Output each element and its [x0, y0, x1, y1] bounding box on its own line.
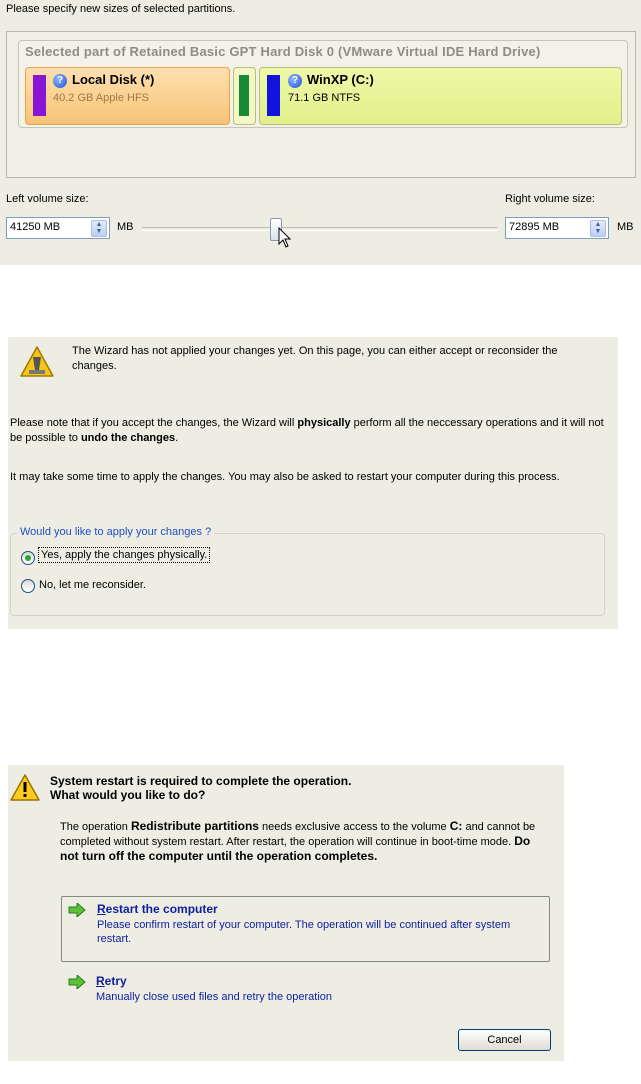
restart-heading-line2: What would you like to do? [50, 788, 206, 802]
right-unit-label: MB [617, 221, 634, 233]
restart-option[interactable] [61, 896, 550, 962]
body-warning: Do not turn off the computer until the operation completes. [60, 834, 531, 863]
body-volume: C: [449, 819, 463, 833]
restart-mnemonic: R [97, 902, 106, 916]
body-operation-name: Redistribute partitions [130, 819, 259, 833]
note-text: perform all the neccessary operations and it will not be possible to [10, 417, 604, 444]
restart-panel [8, 765, 564, 1061]
cancel-button[interactable]: Cancel [458, 1029, 551, 1051]
partition-left-name: Local Disk (*) [72, 72, 155, 87]
partition-right-color-bar [267, 75, 280, 116]
disk-map-frame [6, 31, 636, 178]
right-volume-label: Right volume size: [505, 193, 595, 205]
note-text: . [175, 432, 179, 444]
warning-icon [19, 345, 55, 379]
partition-info-icon: ? [53, 74, 67, 88]
radio-apply-yes-label[interactable] [38, 549, 210, 561]
disk-map [18, 40, 628, 128]
spin-arrows-icon[interactable]: ▲ ▼ [91, 220, 107, 237]
restart-option-title[interactable] [97, 902, 218, 916]
resize-instruction: Please specify new sizes of selected partitions. [6, 3, 236, 15]
partition-info-icon: ? [288, 74, 302, 88]
retry-option-desc: Manually close used files and retry the operation [96, 991, 333, 1003]
note-text: Please note that if you accept the changes, the Wizard will [10, 417, 298, 429]
retry-option-title[interactable] [96, 974, 127, 988]
partition-right-detail: 71.1 GB NTFS [288, 92, 361, 104]
partition-left[interactable] [25, 67, 230, 125]
disk-title: Selected part of Retained Basic GPT Hard Disk 0 (VMware Virtual IDE Hard Drive) [25, 44, 541, 59]
note-bold-physically: physically [297, 417, 351, 429]
partition-middle[interactable] [233, 67, 256, 125]
radio-apply-yes-text: Yes, apply the changes physically. [38, 547, 210, 563]
apply-choice-group [10, 526, 605, 616]
apply-note-text [10, 416, 610, 446]
restart-body-text [60, 819, 546, 864]
retry-mnemonic: R [96, 974, 105, 988]
partition-right[interactable] [259, 67, 622, 125]
radio-apply-yes[interactable] [21, 551, 35, 565]
apply-time-note: It may take some time to apply the changes. You may also be asked to restart your computer during this process. [10, 471, 560, 483]
green-arrow-icon [68, 975, 86, 989]
resize-panel [0, 0, 641, 265]
note-bold-undo: undo the changes [80, 432, 176, 444]
retry-title-text: etry [104, 974, 127, 988]
size-slider-track[interactable] [142, 227, 497, 231]
left-volume-label: Left volume size: [6, 193, 89, 205]
partition-left-detail: 40.2 GB Apple HFS [53, 92, 149, 104]
mouse-cursor-icon [278, 227, 292, 249]
restart-title-text: estart the computer [105, 902, 218, 916]
partition-right-name: WinXP (C:) [307, 72, 374, 87]
right-volume-input[interactable] [505, 217, 609, 239]
apply-intro-text: The Wizard has not applied your changes yet. On this page, you can either accept or reconsider the changes. [72, 345, 558, 372]
body-text: The operation [60, 821, 131, 833]
spin-arrows-icon[interactable]: ▲ ▼ [590, 220, 606, 237]
radio-apply-no-label[interactable]: No, let me reconsider. [39, 579, 146, 591]
left-unit-label: MB [117, 221, 134, 233]
warning-icon [9, 773, 41, 803]
apply-choice-legend: Would you like to apply your changes ? [17, 526, 214, 538]
left-volume-value: 41250 MB [10, 221, 61, 233]
partition-left-color-bar [33, 75, 46, 116]
radio-apply-no[interactable] [21, 579, 35, 593]
restart-heading-line1: System restart is required to complete the operation. [50, 774, 352, 788]
restart-option-desc: Please confirm restart of your computer. The operation will be continued after system restart. [97, 919, 511, 945]
body-text: and cannot be completed without system restart. After restart, the operation will continue in boot-time mode. [60, 821, 536, 848]
green-arrow-icon [68, 903, 86, 917]
restart-heading [50, 774, 351, 802]
right-volume-value: 72895 MB [509, 221, 560, 233]
partition-middle-color-bar [239, 75, 249, 116]
apply-changes-panel [8, 337, 618, 629]
body-text: needs exclusive access to the volume [258, 821, 450, 833]
left-volume-input[interactable] [6, 217, 110, 239]
